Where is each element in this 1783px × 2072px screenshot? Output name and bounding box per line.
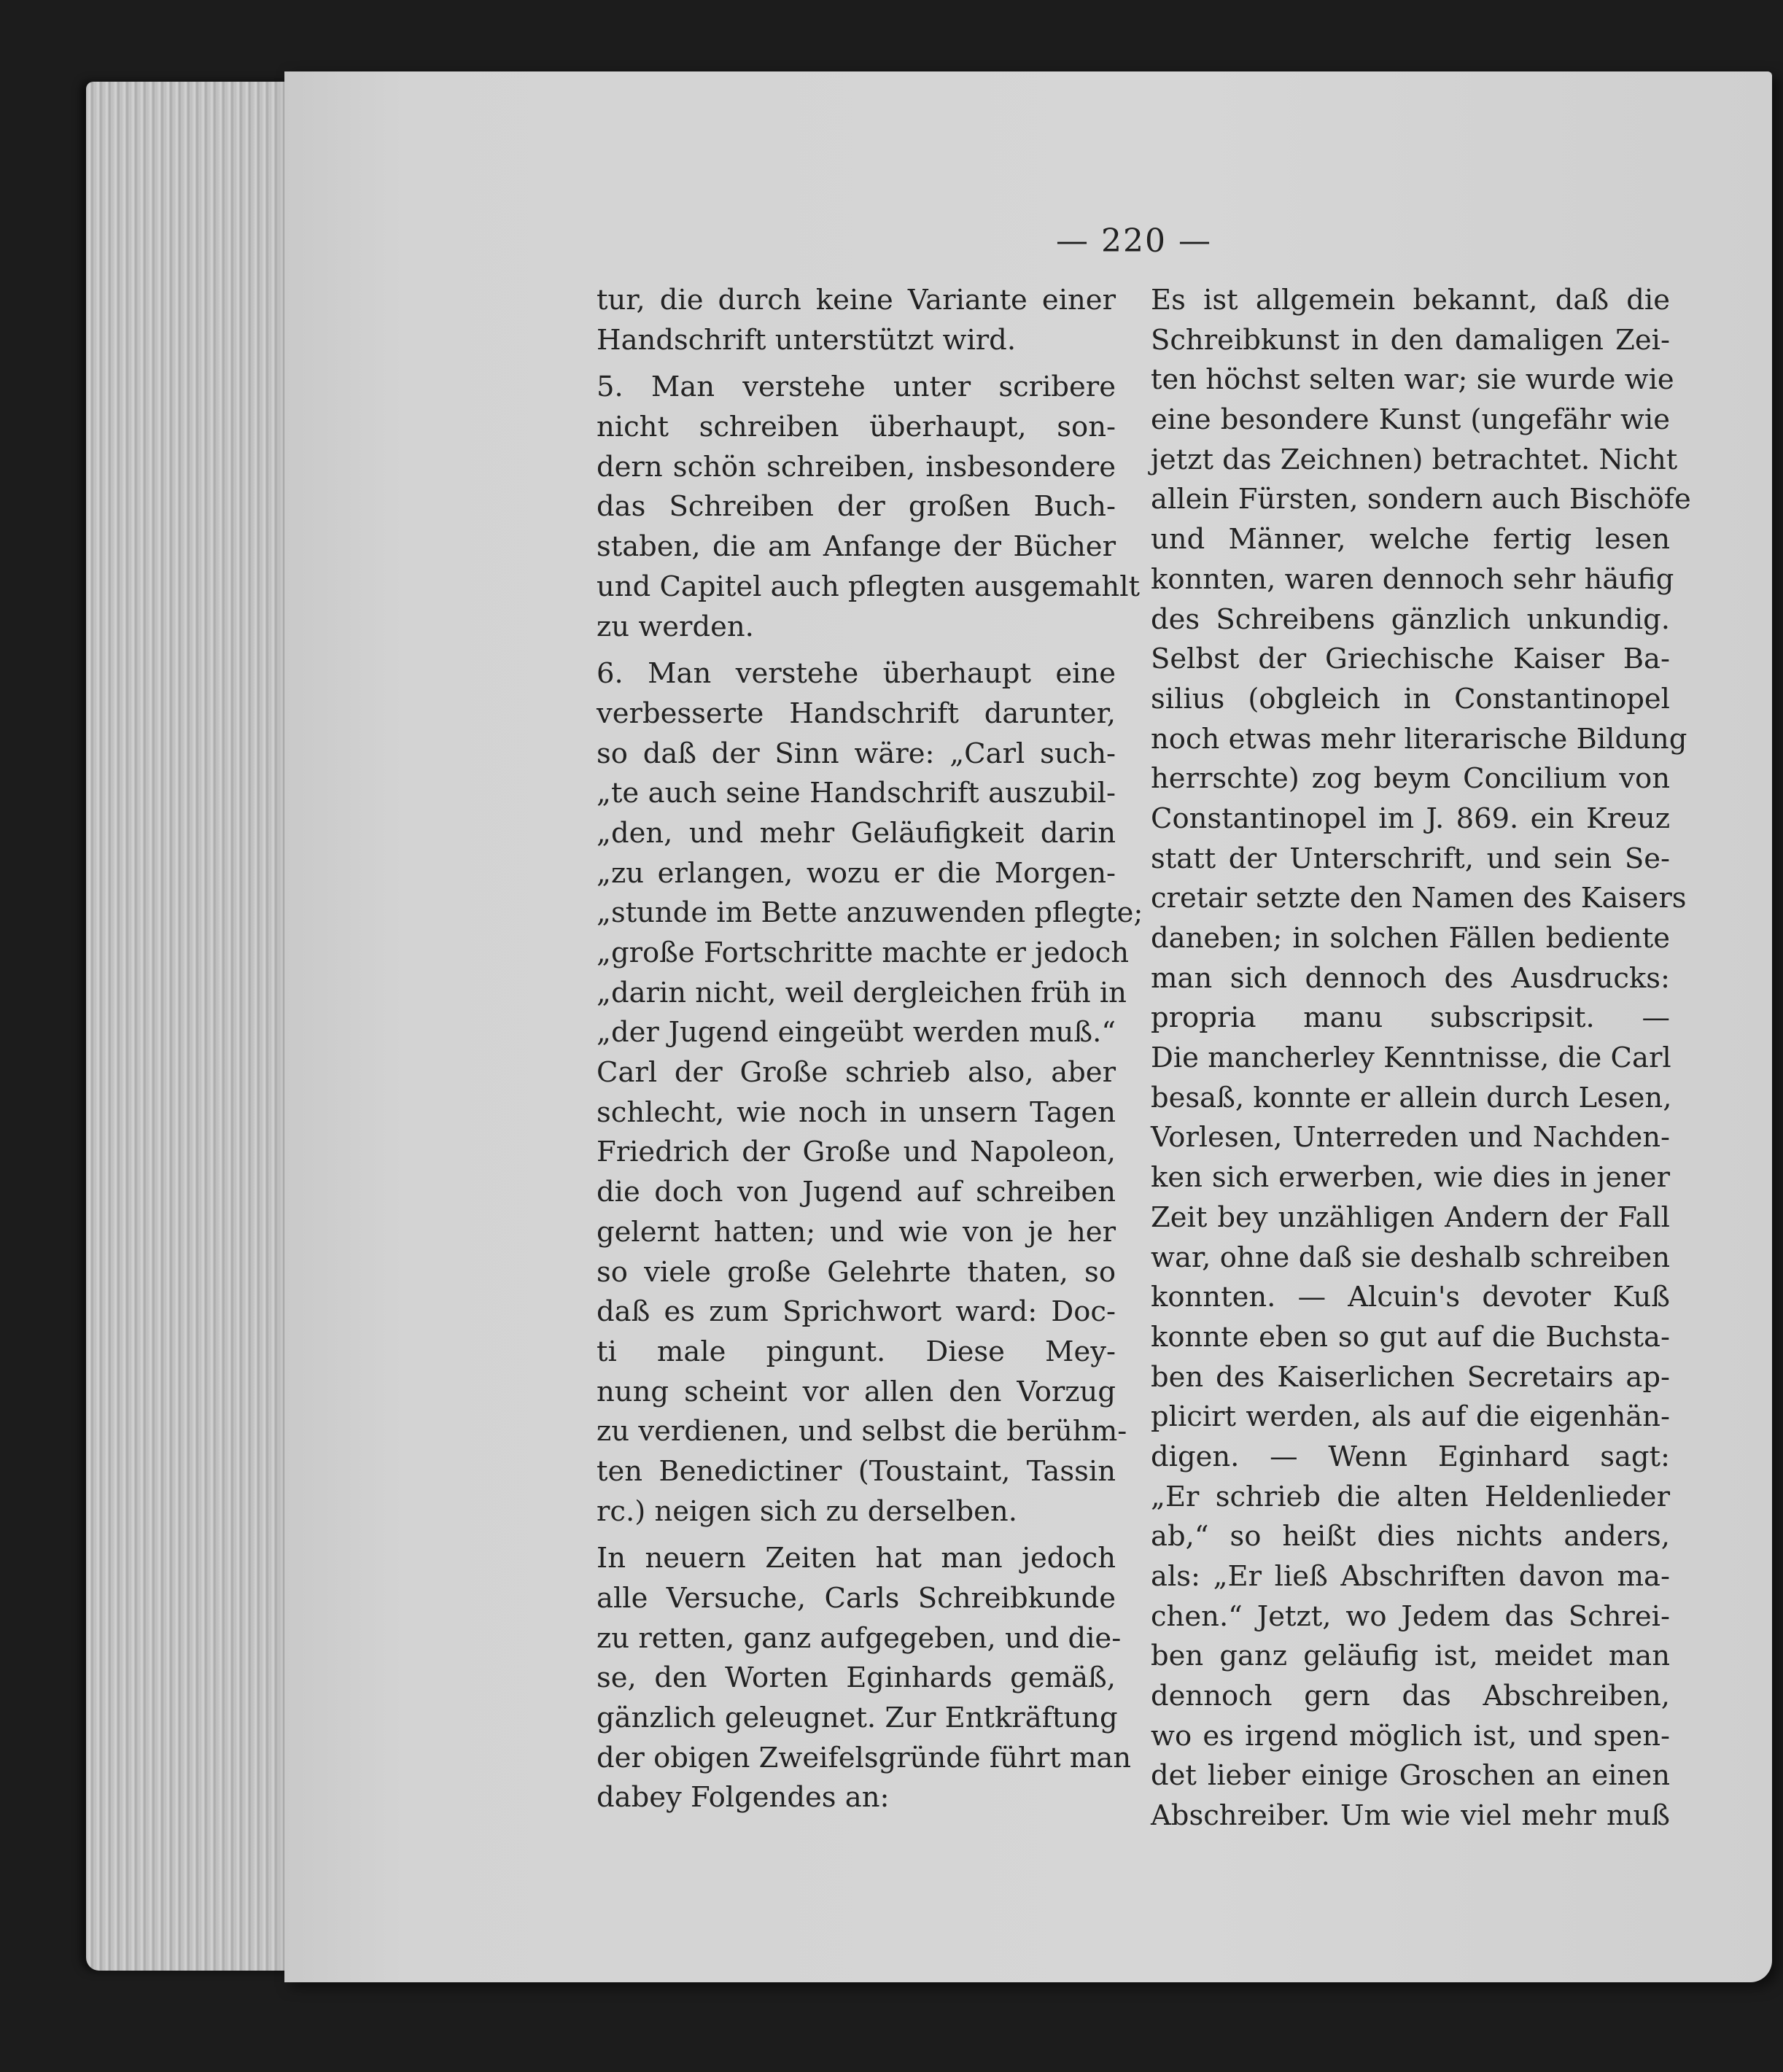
text-line: und Männer, welche fertig lesen bbox=[1151, 523, 1670, 556]
text-line: herrschte) zog beym Concilium von bbox=[1151, 762, 1670, 796]
text-line: „stunde im Bette anzuwenden pflegte; bbox=[597, 896, 1143, 930]
text-line: nicht schreiben überhaupt, son- bbox=[597, 411, 1116, 444]
text-line: In neuern Zeiten hat man jedoch bbox=[597, 1542, 1116, 1575]
text-line: noch etwas mehr literarische Bildung bbox=[1151, 722, 1687, 756]
text-line: Selbst der Griechische Kaiser Ba- bbox=[1151, 643, 1670, 676]
text-line: besaß, konnte er allein durch Lesen, bbox=[1151, 1081, 1672, 1114]
text-line: zu verdienen, und selbst die berühm- bbox=[597, 1415, 1127, 1448]
text-line: silius (obgleich in Constantinopel bbox=[1151, 682, 1670, 715]
text-line: gelernt hatten; und wie von je her bbox=[597, 1215, 1116, 1249]
text-line: als: „Er ließ Abschriften davon ma- bbox=[1151, 1560, 1670, 1593]
text-line: und Capitel auch pflegten ausgemahlt bbox=[597, 570, 1141, 603]
text-line: staben, die am Anfange der Bücher bbox=[597, 530, 1116, 564]
text-line: verbesserte Handschrift darunter, bbox=[597, 697, 1116, 730]
text-line: 5. Man verstehe unter scribere bbox=[597, 370, 1116, 404]
text-line: ten höchst selten war; sie wurde wie bbox=[1151, 363, 1674, 397]
text-line: „darin nicht, weil dergleichen früh in bbox=[597, 976, 1127, 1009]
text-line: „te auch seine Handschrift auszubil- bbox=[597, 777, 1116, 810]
text-line: der obigen Zweifelsgründe führt man bbox=[597, 1741, 1132, 1774]
text-line: „große Fortschritte machte er jedoch bbox=[597, 936, 1130, 969]
text-line: statt der Unterschrift, und sein Se- bbox=[1151, 842, 1670, 875]
text-line: zu werden. bbox=[597, 610, 754, 643]
text-line: jetzt das Zeichnen) betrachtet. Nicht bbox=[1151, 443, 1678, 476]
text-line: 6. Man verstehe überhaupt eine bbox=[597, 657, 1116, 691]
text-line: tur, die durch keine Variante einer bbox=[597, 284, 1116, 317]
text-line: „der Jugend eingeübt werden muß.“ bbox=[597, 1016, 1116, 1049]
text-line: propria manu subscripsit. — bbox=[1151, 1001, 1670, 1035]
paragraph-gap bbox=[597, 360, 1116, 368]
text-line: cretair setzte den Namen des Kaisers bbox=[1151, 882, 1687, 915]
book-page-edges bbox=[86, 82, 305, 1971]
text-line: gänzlich geleugnet. Zur Entkräftung bbox=[597, 1702, 1118, 1735]
text-line: man sich dennoch des Ausdrucks: bbox=[1151, 961, 1670, 995]
text-line: se, den Worten Eginhards gemäß, bbox=[597, 1661, 1116, 1695]
text-line: daneben; in solchen Fällen bediente bbox=[1151, 922, 1670, 955]
text-line: Friedrich der Große und Napoleon, bbox=[597, 1136, 1116, 1169]
text-line: digen. — Wenn Eginhard sagt: bbox=[1151, 1440, 1670, 1473]
text-line: ab,“ so heißt dies nichts anders, bbox=[1151, 1520, 1670, 1553]
text-line: Constantinopel im J. 869. ein Kreuz bbox=[1151, 802, 1670, 835]
text-line: rc.) neigen sich zu derselben. bbox=[597, 1494, 1017, 1528]
text-line: Carl der Große schrieb also, aber bbox=[597, 1056, 1116, 1090]
text-line: allein Fürsten, sondern auch Bischöfe bbox=[1151, 483, 1691, 516]
text-line: Abschreiber. Um wie viel mehr muß bbox=[1151, 1799, 1670, 1833]
text-line: eine besondere Kunst (ungefähr wie bbox=[1151, 403, 1670, 437]
text-line: konnten. — Alcuin's devoter Kuß bbox=[1151, 1281, 1670, 1314]
text-line: ben ganz geläufig ist, meidet man bbox=[1151, 1640, 1670, 1673]
page-number: — 220 — bbox=[1056, 222, 1212, 260]
text-line: die doch von Jugend auf schreiben bbox=[597, 1176, 1116, 1209]
text-line: dennoch gern das Abschreiben, bbox=[1151, 1680, 1670, 1713]
text-line: des Schreibens gänzlich unkundig. bbox=[1151, 602, 1670, 636]
text-line: konnte eben so gut auf die Buchsta- bbox=[1151, 1320, 1670, 1354]
text-column-right bbox=[1151, 281, 1691, 1836]
text-line: plicirt werden, als auf die eigenhän- bbox=[1151, 1400, 1670, 1434]
text-line: „zu erlangen, wozu er die Morgen- bbox=[597, 856, 1116, 890]
text-line: ten Benedictiner (Toustaint, Tassin bbox=[597, 1454, 1116, 1488]
text-line: ti male pingunt. Diese Mey- bbox=[597, 1335, 1116, 1368]
text-line: konnten, waren dennoch sehr häufig bbox=[1151, 562, 1674, 596]
text-line: so viele große Gelehrte thaten, so bbox=[597, 1255, 1116, 1289]
paragraph-gap bbox=[597, 647, 1116, 654]
text-line: ken sich erwerben, wie dies in jener bbox=[1151, 1161, 1670, 1195]
text-line: Es ist allgemein bekannt, daß die bbox=[1151, 284, 1670, 317]
text-line: Die mancherley Kenntnisse, die Carl bbox=[1151, 1041, 1671, 1075]
text-line: wo es irgend möglich ist, und spen- bbox=[1151, 1719, 1670, 1753]
paragraph-gap bbox=[597, 1532, 1116, 1539]
text-line: Zeit bey unzähligen Andern der Fall bbox=[1151, 1200, 1670, 1234]
text-line: so daß der Sinn wäre: „Carl such- bbox=[597, 737, 1116, 770]
text-line: dern schön schreiben, insbesondere bbox=[597, 450, 1116, 484]
text-line: det lieber einige Groschen an einen bbox=[1151, 1759, 1670, 1793]
text-line: schlecht, wie noch in unsern Tagen bbox=[597, 1095, 1116, 1129]
text-line: „Er schrieb die alten Heldenlieder bbox=[1151, 1480, 1670, 1513]
text-column-left bbox=[597, 281, 1143, 1818]
text-line: „den, und mehr Geläufigkeit darin bbox=[597, 816, 1116, 850]
text-line: dabey Folgendes an: bbox=[597, 1781, 890, 1815]
text-line: nung scheint vor allen den Vorzug bbox=[597, 1375, 1116, 1408]
text-line: chen.“ Jetzt, wo Jedem das Schrei- bbox=[1151, 1599, 1670, 1633]
text-line: Vorlesen, Unterreden und Nachden- bbox=[1151, 1121, 1670, 1155]
text-line: Schreibkunst in den damaligen Zei- bbox=[1151, 323, 1670, 357]
text-line: daß es zum Sprichwort ward: Doc- bbox=[597, 1295, 1116, 1329]
text-line: ben des Kaiserlichen Secretairs ap- bbox=[1151, 1360, 1670, 1394]
text-line: das Schreiben der großen Buch- bbox=[597, 490, 1116, 524]
text-line: zu retten, ganz aufgegeben, und die- bbox=[597, 1621, 1122, 1655]
text-line: Handschrift unterstützt wird. bbox=[597, 323, 1017, 357]
text-line: war, ohne daß sie deshalb schreiben bbox=[1151, 1241, 1670, 1274]
text-line: alle Versuche, Carls Schreibkunde bbox=[597, 1582, 1116, 1615]
